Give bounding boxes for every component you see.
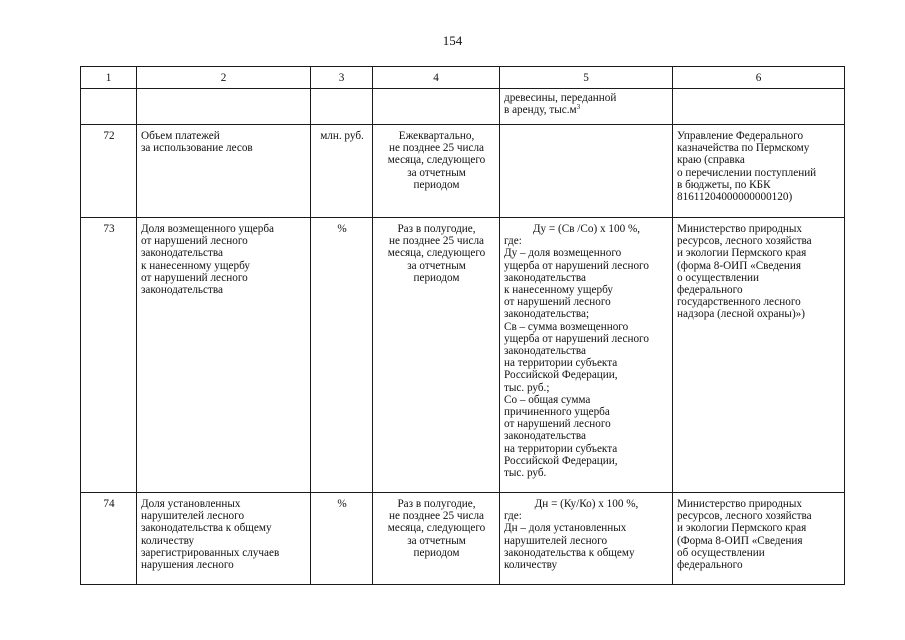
- header-cell-6: 6: [673, 67, 845, 89]
- table-header-row: [81, 67, 845, 89]
- header-cell-1: 1: [81, 67, 137, 89]
- page-number: 154: [442, 33, 463, 48]
- superscript: 3: [576, 103, 581, 112]
- period-cell: Раз в полугодие, не позднее 25 числа месяца, следующего за отчетным периодом: [373, 218, 500, 493]
- header-cell-4: 4: [373, 67, 500, 89]
- cont-formula-cell: [500, 89, 673, 125]
- cont-unit-cell: [311, 89, 373, 125]
- formula-expression: Дн = (Ку/Ко) х 100 %,: [534, 498, 639, 510]
- header-cell-3: 3: [311, 67, 373, 89]
- indicator-cell: Объем платежей за использование лесов: [137, 125, 311, 218]
- period-cell: Ежеквартально, не позднее 25 числа месяца, следующего за отчетным периодом: [373, 125, 500, 218]
- header-cell-5: 5: [500, 67, 673, 89]
- table-row-72: [81, 125, 845, 218]
- cont-source-cell: [673, 89, 845, 125]
- formula-expression: Ду = (Св /Со) х 100 %,: [532, 223, 641, 235]
- formula-cell: [500, 125, 673, 218]
- source-cell: Министерство природных ресурсов, лесного хозяйства и экологии Пермского края (Форма 8-ОИП «Сведения об осуществлении федерального: [673, 493, 845, 585]
- continuation-row: [81, 89, 845, 125]
- cont-period-cell: [373, 89, 500, 125]
- unit-cell: %: [311, 493, 373, 585]
- indicators-table: [80, 66, 845, 585]
- unit-cell: %: [311, 218, 373, 493]
- source-cell: Управление Федерального казначейства по Пермскому краю (справка о перечислении поступлений в бюджеты, по КБК 81611204000000000120): [673, 125, 845, 218]
- row-number: 72: [81, 125, 137, 218]
- row-number: 73: [81, 218, 137, 493]
- table-row-74: [81, 493, 845, 585]
- unit-cell: млн. руб.: [311, 125, 373, 218]
- period-cell: Раз в полугодие, не позднее 25 числа месяца, следующего за отчетным периодом: [373, 493, 500, 585]
- indicator-cell: Доля возмещенного ущерба от нарушений лесного законодательства к нанесенному ущербу от нарушений лесного законодательства: [137, 218, 311, 493]
- formula-cell: Дн = (Ку/Ко) х 100 %, где: Дн – доля установленных нарушителей лесного законодательства к общему количеству: [500, 493, 673, 585]
- cont-formula-line: древесины, переданной: [504, 92, 617, 104]
- cont-indicator-cell: [137, 89, 311, 125]
- source-cell: Министерство природных ресурсов, лесного хозяйства и экологии Пермского края (форма 8-ОИП «Сведения о осуществлении федерального государственного лесного надзора (лесной охраны)»): [673, 218, 845, 493]
- formula-cell: Ду = (Св /Со) х 100 %, где: Ду – доля возмещенного ущерба от нарушений лесного законодательства к нанесенному ущербу от нарушений лесного законодательства; Св – сумма возмещенного ущерба от нарушений лесного законодательства на территории субъекта Российской Федерации, тыс. руб.; Со – общая сумма причиненного ущерба от нарушений лесного законодательства на территории субъекта Российской Федерации, тыс. руб.: [500, 218, 673, 493]
- cont-formula-line: в аренду, $тыс.м^3$: [504, 103, 581, 117]
- table-row-73: [81, 218, 845, 493]
- cont-num-cell: [81, 89, 137, 125]
- indicator-cell: Доля установленных нарушителей лесного законодательства к общему количеству зарегистрированных случаев нарушения лесного: [137, 493, 311, 585]
- row-number: 74: [81, 493, 137, 585]
- header-cell-2: 2: [137, 67, 311, 89]
